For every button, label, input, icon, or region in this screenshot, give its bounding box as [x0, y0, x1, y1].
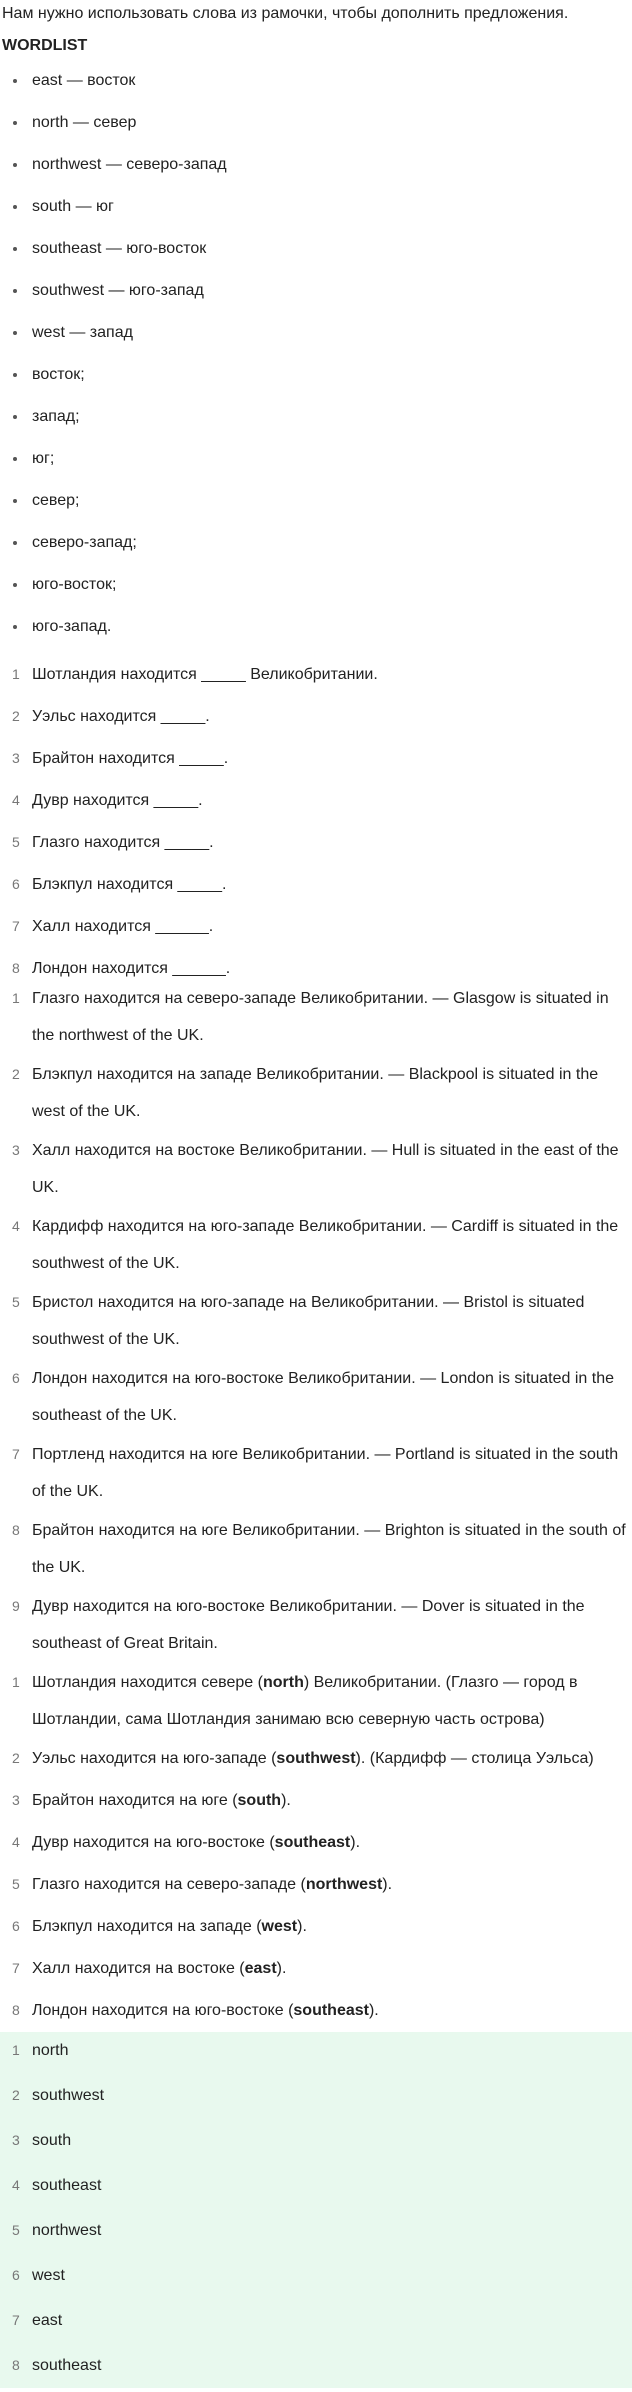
question-item: [0, 698, 632, 740]
item-number: 3: [12, 1792, 20, 1808]
explanation-text: Дувр находится на юго-востоке (: [32, 1834, 275, 1851]
explanation-item: [0, 1664, 632, 1740]
item-number: 6: [12, 2267, 20, 2283]
wordlist-item: юго-запад.: [0, 614, 632, 656]
item-number: 6: [12, 1918, 20, 1934]
question-item: [0, 950, 632, 980]
page: [0, 4, 632, 2022]
answer-text: northwest: [32, 2222, 102, 2239]
explanation-item: [0, 1950, 632, 1992]
explanation-text: Лондон находится на юго-востоке (: [32, 2002, 294, 2019]
wordlist-item: юго-восток;: [0, 572, 632, 614]
item-number: 7: [12, 918, 20, 934]
item-number: 8: [12, 1522, 20, 1538]
answer-word: north: [262, 1674, 304, 1691]
answer-word: southeast: [293, 2002, 369, 2019]
answer-word: east: [244, 1960, 277, 1977]
explanation-item: [0, 1908, 632, 1950]
answer-text: west: [32, 2267, 65, 2284]
wordlist-item: west — запад: [0, 320, 632, 362]
answer-word: northwest: [305, 1876, 383, 1893]
item-number: 7: [12, 1960, 20, 1976]
question-item: [0, 866, 632, 908]
translation-item: [0, 1284, 632, 1360]
item-number: 8: [12, 960, 20, 976]
item-number: 1: [12, 1674, 20, 1690]
item-number: 9: [12, 1598, 20, 1614]
item-number: 4: [12, 2177, 20, 2193]
question-text: Брайтон находится _____.: [32, 750, 229, 767]
answer-word: southeast: [274, 1834, 351, 1851]
translations-list: [0, 980, 632, 1664]
item-number: 1: [12, 2042, 20, 2058]
question-text: Шотландия находится _____ Великобритании.: [32, 666, 378, 683]
answer-word: southwest: [276, 1750, 356, 1767]
wordlist-item: северо-запад;: [0, 530, 632, 572]
item-number: 5: [12, 1294, 20, 1310]
answer-item: [0, 2032, 632, 2077]
intro-text: Нам нужно использовать слова из рамочки, чтобы дополнить предложения.: [2, 5, 569, 22]
item-number: 4: [12, 1218, 20, 1234]
item-number: 5: [12, 2222, 20, 2238]
question-text: Блэкпул находится _____.: [32, 876, 227, 893]
item-number: 8: [12, 2357, 20, 2373]
translation-text: Бристол находится на юго-западе на Великобритании. — Bristol is situated southwest of the UK.: [32, 1294, 585, 1348]
answer-word: west: [261, 1918, 298, 1935]
translation-item: [0, 1132, 632, 1208]
explanation-text: ).: [297, 1918, 307, 1935]
question-text: Лондон находится ______.: [32, 960, 231, 977]
question-item: [0, 656, 632, 698]
explanation-text: ).: [276, 1960, 287, 1977]
explanation-item: [0, 1992, 632, 2022]
wordlist-item: southwest — юго-запад: [0, 278, 632, 320]
translation-item: [0, 1208, 632, 1284]
translation-text: Дувр находится на юго-востоке Великобритании. — Dover is situated in the southeast of Great Britain.: [32, 1598, 585, 1652]
item-number: 6: [12, 876, 20, 892]
explanation-text: Шотландия находится севере (: [32, 1674, 263, 1691]
answer-item: [0, 2302, 632, 2347]
item-number: 3: [12, 1142, 20, 1158]
wordlist-item: запад;: [0, 404, 632, 446]
item-number: 8: [12, 2002, 20, 2018]
answer-word: south: [237, 1792, 282, 1809]
translation-text: Халл находится на востоке Великобритании. — Hull is situated in the east of the UK.: [32, 1142, 619, 1196]
translation-text: Блэкпул находится на западе Великобритании. — Blackpool is situated in the west of the UK.: [32, 1066, 599, 1120]
item-number: 2: [12, 2087, 20, 2103]
wordlist-item: southeast — юго-восток: [0, 236, 632, 278]
translation-item: [0, 1056, 632, 1132]
explanation-text: ). (Кардифф — столица Уэльса): [355, 1750, 594, 1767]
item-number: 5: [12, 1876, 20, 1892]
wordlist-item: юг;: [0, 446, 632, 488]
explanation-text: Уэльс находится на юго-западе (: [32, 1750, 277, 1767]
question-item: [0, 824, 632, 866]
wordlist-item: north — север: [0, 110, 632, 152]
translation-item: [0, 980, 632, 1056]
translation-item: [0, 1360, 632, 1436]
wordlist-item: east — восток: [0, 68, 632, 110]
translation-text: Портленд находится на юге Великобритании. — Portland is situated in the south of the UK.: [32, 1446, 619, 1500]
question-text: Халл находится ______.: [32, 918, 214, 935]
question-text: Уэльс находится _____.: [32, 708, 210, 725]
explanation-text: Блэкпул находится на западе (: [32, 1918, 262, 1935]
answer-item: [0, 2212, 632, 2257]
item-number: 6: [12, 1370, 20, 1386]
item-number: 4: [12, 1834, 20, 1850]
explanations-list: [0, 1664, 632, 2022]
item-number: 2: [12, 1750, 20, 1766]
answer-item: [0, 2347, 632, 2392]
wordlist-item: south — юг: [0, 194, 632, 236]
answer-text: southeast: [32, 2357, 102, 2374]
explanation-text: Брайтон находится на юге (: [32, 1792, 238, 1809]
answer-item: [0, 2122, 632, 2167]
answer-text: north: [32, 2042, 69, 2059]
question-item: [0, 740, 632, 782]
explanation-text: ).: [382, 1876, 393, 1893]
answer-text: south: [32, 2132, 72, 2149]
item-number: 1: [12, 990, 20, 1006]
explanation-item: [0, 1740, 632, 1782]
item-number: 7: [12, 2312, 20, 2328]
translation-text: Глазго находится на северо-западе Великобритании. — Glasgow is situated in the northwest of the UK.: [32, 990, 609, 1044]
item-number: 3: [12, 750, 20, 766]
item-number: 2: [12, 1066, 20, 1082]
question-item: [0, 782, 632, 824]
item-number: 2: [12, 708, 20, 724]
translation-item: [0, 1436, 632, 1512]
wordlist-title: WORDLIST: [2, 37, 88, 54]
wordlist-item: northwest — северо-запад: [0, 152, 632, 194]
question-text: Глазго находится _____.: [32, 834, 214, 851]
explanation-text: ) Великобритании. (Глазго — город в Шотландии, сама Шотландия занимаю всю северную часть острова): [32, 1674, 578, 1728]
wordlist-item: север;: [0, 488, 632, 530]
question-text: Дувр находится _____.: [32, 792, 203, 809]
questions-list: [0, 656, 632, 980]
answers-panel: [0, 2032, 632, 2388]
item-number: 3: [12, 2132, 20, 2148]
explanation-text: Халл находится на востоке (: [32, 1960, 245, 1977]
explanation-text: ).: [350, 1834, 361, 1851]
answers-list: [0, 2032, 632, 2392]
translation-item: [0, 1588, 632, 1664]
explanation-item: [0, 1824, 632, 1866]
explanation-item: [0, 1866, 632, 1908]
item-number: 5: [12, 834, 20, 850]
translation-text: Кардифф находится на юго-западе Великобритании. — Cardiff is situated in the southwest of the UK.: [32, 1218, 619, 1272]
explanation-text: ).: [281, 1792, 291, 1809]
wordlist-item: восток;: [0, 362, 632, 404]
answer-item: [0, 2167, 632, 2212]
answer-text: east: [32, 2312, 63, 2329]
item-number: 1: [12, 666, 20, 682]
explanation-text: Глазго находится на северо-западе (: [32, 1876, 306, 1893]
answer-text: southeast: [32, 2177, 102, 2194]
translation-text: Брайтон находится на юге Великобритании. — Brighton is situated in the south of the UK.: [32, 1522, 626, 1576]
explanation-text: ).: [368, 2002, 379, 2019]
translation-text: Лондон находится на юго-востоке Великобритании. — London is situated in the southeast of the UK.: [32, 1370, 615, 1424]
answer-text: southwest: [32, 2087, 105, 2104]
explanation-item: [0, 1782, 632, 1824]
item-number: 4: [12, 792, 20, 808]
question-item: [0, 908, 632, 950]
answer-item: [0, 2257, 632, 2302]
answer-item: [0, 2077, 632, 2122]
wordlist: [0, 68, 632, 656]
item-number: 7: [12, 1446, 20, 1462]
translation-item: [0, 1512, 632, 1588]
